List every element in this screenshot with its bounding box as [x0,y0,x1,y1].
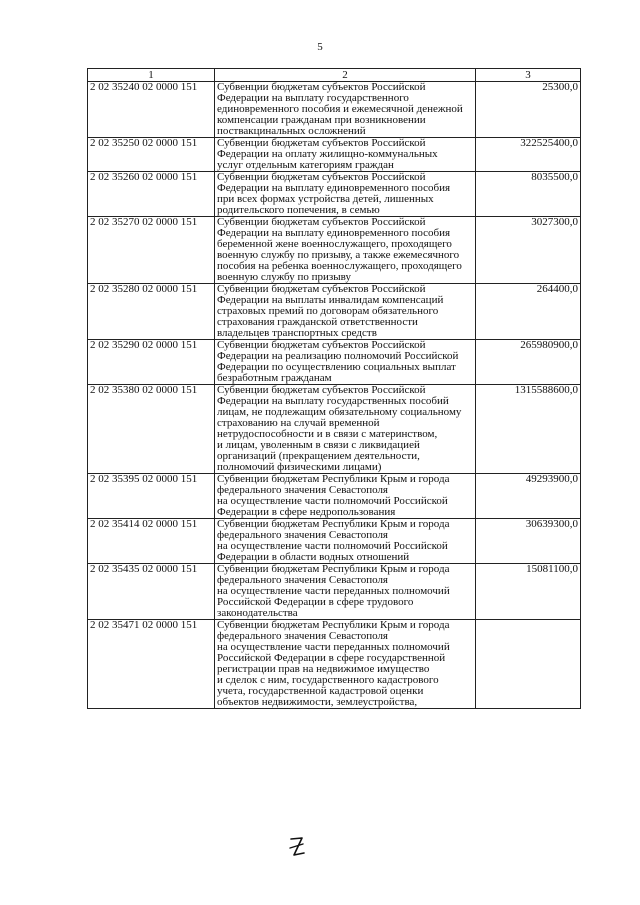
budget-description [215,385,476,474]
table-row [88,284,581,340]
budget-description [215,564,476,620]
description-line: страхования гражданской ответственности [217,316,418,328]
budget-code: 2 02 35414 02 0000 151 [88,519,215,564]
description-line: компенсации гражданам при возникновении [217,114,426,126]
description-line: нетрудоспособности и в связи с материнством, [217,428,438,440]
table-row [88,172,581,217]
description-line: объектов недвижимости, землеустройства, [217,696,418,708]
table-row [88,474,581,519]
budget-code: 2 02 35260 02 0000 151 [88,172,215,217]
budget-description [215,82,476,138]
budget-description [215,138,476,172]
description-line: Субвенции бюджетам субъектов Российской [217,137,426,149]
description-line: и лицам, уволенным в связи с ликвидацией [217,439,420,451]
description-line: военную службу по призыву [217,271,351,283]
budget-code: 2 02 35250 02 0000 151 [88,138,215,172]
table-body [88,82,581,709]
budget-amount [476,620,581,709]
budget-code: 2 02 35471 02 0000 151 [88,620,215,709]
description-line: лицам, не подлежащим обязательному социальному [217,406,462,418]
description-line: военную службу по призыву, а также ежемесячного [217,249,460,261]
description-line: Российской Федерации в сфере трудового [217,596,414,608]
description-line: федерального значения Севастополя [217,630,388,642]
budget-code: 2 02 35270 02 0000 151 [88,217,215,284]
budget-description [215,620,476,709]
table-row [88,217,581,284]
table-row [88,138,581,172]
description-line: Субвенции бюджетам субъектов Российской [217,339,426,351]
description-line: Субвенции бюджетам субъектов Российской [217,171,426,183]
budget-description [215,474,476,519]
signature-mark [283,835,311,859]
description-line: регистрации прав на недвижимое имущество [217,663,430,675]
description-line: законодательства [217,607,298,619]
budget-description [215,217,476,284]
description-line: Субвенции бюджетам Республики Крым и города [217,473,450,485]
budget-amount: 1315588600,0 [476,385,581,474]
description-line: при всех формах устройства детей, лишенных [217,193,434,205]
description-line: Российской Федерации в сфере государственной [217,652,446,664]
description-line: на осуществление части переданных полномочий [217,585,450,597]
budget-amount: 30639300,0 [476,519,581,564]
table-row [88,340,581,385]
description-line: учета, государственной кадастровой оценки [217,685,424,697]
budget-code: 2 02 35240 02 0000 151 [88,82,215,138]
description-line: владельцев транспортных средств [217,327,377,339]
description-line: организаций (прекращением деятельности, [217,450,420,462]
description-line: Субвенции бюджетам субъектов Российской [217,81,426,93]
description-line: Федерации на реализацию полномочий Российской [217,350,459,362]
budget-description [215,284,476,340]
description-line: Федерации на выплату единовременного пособия [217,182,451,194]
description-line: Субвенции бюджетам субъектов Российской [217,283,426,295]
description-line: услуг отдельным категориям граждан [217,159,394,171]
description-line: федерального значения Севастополя [217,484,388,496]
budget-amount: 264400,0 [476,284,581,340]
description-line: Субвенции бюджетам субъектов Российской [217,384,426,396]
description-line: единовременного пособия и ежемесячной денежной [217,103,463,115]
budget-amount: 322525400,0 [476,138,581,172]
table-row [88,519,581,564]
column-header-amount: 3 [476,69,581,82]
table-row [88,82,581,138]
budget-table [87,68,581,709]
description-line: федерального значения Севастополя [217,529,388,541]
description-line: полномочий физическими лицами) [217,461,382,473]
description-line: безработным гражданам [217,372,332,384]
budget-amount: 265980900,0 [476,340,581,385]
description-line: на осуществление части полномочий Российской [217,540,448,552]
description-line: на осуществление части полномочий Российской [217,495,448,507]
description-line: Субвенции бюджетам Республики Крым и города [217,563,450,575]
description-line: Федерации на выплату государственных пособий [217,395,449,407]
column-header-description: 2 [215,69,476,82]
budget-code: 2 02 35435 02 0000 151 [88,564,215,620]
description-line: и сделок с ним, государственного кадастрового [217,674,439,686]
budget-amount: 25300,0 [476,82,581,138]
description-line: поствакцинальных осложнений [217,125,366,137]
budget-amount: 15081100,0 [476,564,581,620]
table-row [88,385,581,474]
description-line: Федерации на выплату государственного [217,92,409,104]
budget-code: 2 02 35380 02 0000 151 [88,385,215,474]
description-line: Субвенции бюджетам Республики Крым и города [217,619,450,631]
budget-amount: 49293900,0 [476,474,581,519]
budget-description [215,172,476,217]
budget-code: 2 02 35395 02 0000 151 [88,474,215,519]
description-line: на осуществление части переданных полномочий [217,641,450,653]
budget-code: 2 02 35280 02 0000 151 [88,284,215,340]
budget-amount: 3027300,0 [476,217,581,284]
page-number: 5 [317,41,323,53]
budget-amount: 8035500,0 [476,172,581,217]
description-line: Федерации на выплаты инвалидам компенсаций [217,294,444,306]
description-line: Федерации на оплату жилищно-коммунальных [217,148,438,160]
table-header [88,69,581,82]
budget-description [215,340,476,385]
description-line: родительского попечения, в семью [217,204,380,216]
description-line: Федерации на выплату единовременного пособия [217,227,451,239]
description-line: Субвенции бюджетам субъектов Российской [217,216,426,228]
budget-description [215,519,476,564]
table-row [88,564,581,620]
budget-code: 2 02 35290 02 0000 151 [88,340,215,385]
column-header-code: 1 [88,69,215,82]
description-line: страховых премий по договорам обязательного [217,305,439,317]
description-line: Федерации по осуществлению социальных выплат [217,361,456,373]
description-line: страхованию на случай временной [217,417,380,429]
header-row [88,69,581,82]
description-line: федерального значения Севастополя [217,574,388,586]
description-line: Федерации в сфере недропользования [217,506,396,518]
description-line: Субвенции бюджетам Республики Крым и города [217,518,450,530]
description-line: пособия на ребенка военнослужащего, проходящего [217,260,462,272]
description-line: Федерации в области водных отношений [217,551,410,563]
table-row [88,620,581,709]
description-line: беременной жене военнослужащего, проходящего [217,238,452,250]
